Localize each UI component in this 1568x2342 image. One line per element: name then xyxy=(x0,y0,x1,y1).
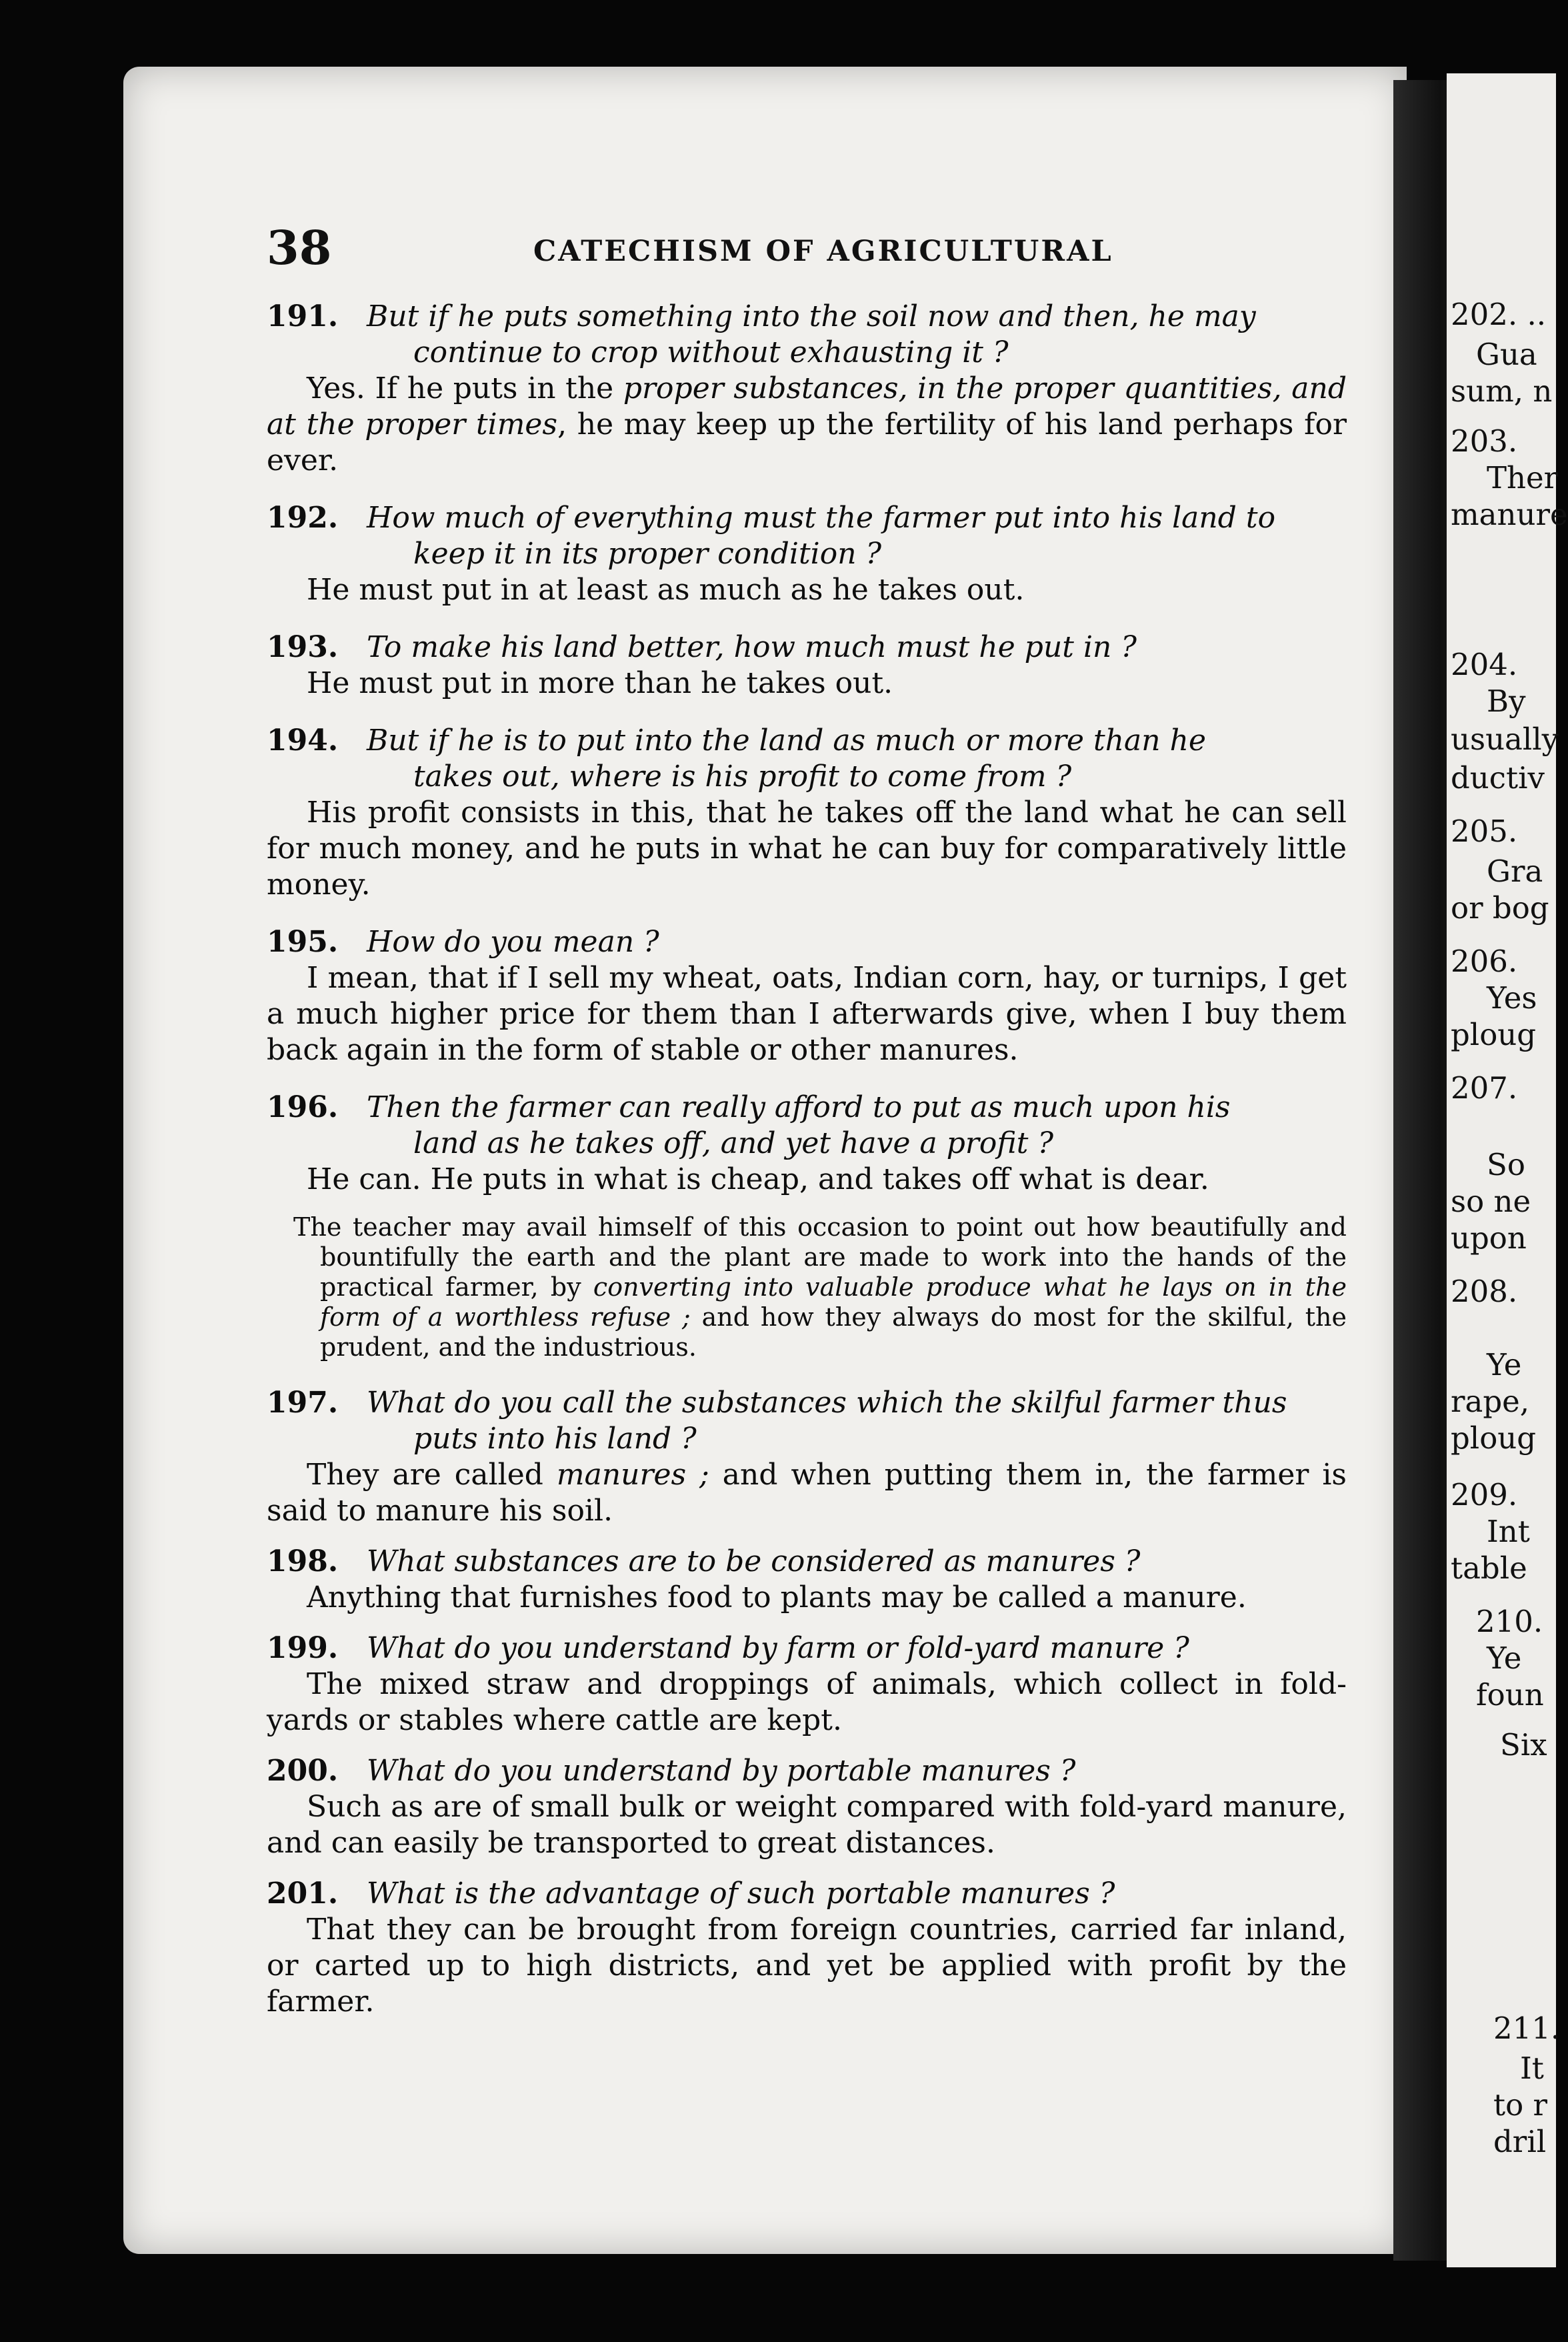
next-line: Gra xyxy=(1487,854,1543,889)
question-line: land as he takes off, and yet have a profit ? xyxy=(413,1126,1054,1160)
qa-192 xyxy=(267,500,1347,608)
answer-part: Yes. If he puts in the xyxy=(307,371,623,405)
question-text xyxy=(367,723,1347,795)
question-line: continue to crop without exhausting it ? xyxy=(413,335,1009,369)
question-number: 192. xyxy=(267,501,339,535)
question-number: 193. xyxy=(267,630,339,664)
note-emphasis: converting into valuable produce what he lays on in the form of a worthless refuse ; xyxy=(320,1272,1347,1332)
question xyxy=(267,1753,1347,1789)
next-line: 209. xyxy=(1451,1477,1518,1512)
answer-text: Anything that furnishes food to plants may be called a manure. xyxy=(307,1580,1247,1614)
question xyxy=(267,630,1347,666)
next-line: ductiv xyxy=(1451,760,1545,796)
next-line: Six xyxy=(1500,1727,1547,1763)
answer-text: He must put in at least as much as he takes out. xyxy=(307,573,1025,607)
teacher-note xyxy=(267,1212,1347,1362)
question-number: 199. xyxy=(267,1631,339,1665)
answer-text: He must put in more than he takes out. xyxy=(307,666,893,700)
next-line: rape, xyxy=(1451,1384,1530,1419)
question xyxy=(267,1090,1347,1162)
next-line: 206. xyxy=(1451,944,1518,979)
question-text: What is the advantage of such portable manures ? xyxy=(367,1877,1115,1911)
question xyxy=(267,924,1347,960)
next-line: table xyxy=(1451,1550,1527,1586)
question-line: But if he puts something into the soil now and then, he may xyxy=(367,299,1256,333)
question-number: 191. xyxy=(267,299,339,333)
answer-text: Such as are of small bulk or weight compared with fold-yard manure, and can easily be transported to great distances. xyxy=(267,1790,1347,1860)
question-number: 198. xyxy=(267,1544,339,1578)
question-line: How much of everything must the farmer put into his land to xyxy=(367,501,1276,535)
qa-195 xyxy=(267,924,1347,1068)
next-line: usually xyxy=(1451,722,1559,757)
question-text: What do you understand by portable manures ? xyxy=(367,1754,1076,1788)
answer-text: That they can be brought from foreign countries, carried far inland, or carted up to high districts, and yet be applied with profit by the farmer. xyxy=(267,1913,1347,2019)
answer-text: I mean, that if I sell my wheat, oats, Indian corn, hay, or turnips, I get a much higher price for them than I afterwards give, when I buy them back again in the form of stable or other manures. xyxy=(267,961,1347,1067)
question xyxy=(267,1544,1347,1580)
next-line: By xyxy=(1487,684,1526,719)
answer-text: The mixed straw and droppings of animals, which collect in fold-yards or stables where cattle are kept. xyxy=(267,1667,1347,1737)
qa-197 xyxy=(267,1385,1347,1529)
page-body xyxy=(267,299,1347,2035)
page-header xyxy=(267,220,1367,273)
next-line: Ther xyxy=(1487,460,1559,495)
next-line: sum, n xyxy=(1451,373,1553,409)
qa-200 xyxy=(267,1753,1347,1861)
answer-emphasis: manures ; xyxy=(556,1458,709,1492)
next-line: to r xyxy=(1493,2087,1547,2123)
next-line: ploug xyxy=(1451,1017,1537,1052)
page-number: 38 xyxy=(267,220,332,275)
question-number: 195. xyxy=(267,925,339,959)
question-number: 196. xyxy=(267,1090,339,1124)
next-line: ploug xyxy=(1451,1420,1537,1456)
note-part: The teacher may avail himself of this occasion to point out how beautifully and bountifully the earth and the plant are made to work into the hands of the practical farmer, by xyxy=(293,1212,1347,1302)
next-line: 210. xyxy=(1476,1604,1543,1639)
answer-text xyxy=(267,1457,1347,1529)
next-line: 211. xyxy=(1493,2011,1561,2046)
next-line: 202. .. xyxy=(1451,297,1547,332)
answer-text: His profit consists in this, that he takes off the land what he can sell for much money, and he puts in what he can buy for comparatively little money. xyxy=(267,796,1347,902)
next-page-fragment xyxy=(1447,73,1568,2267)
question xyxy=(267,1385,1347,1457)
qa-194 xyxy=(267,723,1347,903)
answer-emphasis: proper substances, in the proper quantities, and at the proper times xyxy=(267,371,1347,441)
next-line: 203. xyxy=(1451,423,1518,459)
question-number: 197. xyxy=(267,1386,339,1420)
next-line: Gua xyxy=(1476,337,1537,372)
question-text: What substances are to be considered as manures ? xyxy=(367,1544,1141,1578)
question xyxy=(267,1876,1347,1912)
question-text xyxy=(367,1385,1347,1457)
question xyxy=(267,299,1347,371)
qa-199 xyxy=(267,1630,1347,1738)
question-number: 201. xyxy=(267,1877,339,1911)
next-line: 208. xyxy=(1451,1274,1518,1309)
answer-text xyxy=(267,371,1347,479)
question-text xyxy=(367,500,1347,572)
question-line: puts into his land ? xyxy=(413,1422,697,1456)
qa-196 xyxy=(267,1090,1347,1198)
question-text xyxy=(367,299,1347,371)
qa-198 xyxy=(267,1544,1347,1616)
question-number: 200. xyxy=(267,1754,339,1788)
next-line: Yes xyxy=(1487,980,1537,1016)
answer-part: They are called xyxy=(307,1458,557,1492)
qa-193 xyxy=(267,630,1347,702)
next-line: manure xyxy=(1451,497,1568,532)
next-line: Int xyxy=(1487,1514,1530,1549)
question-line: What do you call the substances which the skilful farmer thus xyxy=(367,1386,1287,1420)
next-line: Ye xyxy=(1487,1640,1522,1676)
question-text: To make his land better, how much must he put in ? xyxy=(367,630,1137,664)
note-part: and how they always do most for the skilful, the prudent, and the industrious. xyxy=(320,1302,1347,1362)
next-line: 207. xyxy=(1451,1070,1518,1106)
answer-text: He can. He puts in what is cheap, and takes off what is dear. xyxy=(307,1162,1209,1196)
question-line: Then the farmer can really afford to put as much upon his xyxy=(367,1090,1231,1124)
question-line: keep it in its proper condition ? xyxy=(413,537,882,571)
question-text: What do you understand by farm or fold-yard manure ? xyxy=(367,1631,1189,1665)
qa-191 xyxy=(267,299,1347,479)
next-line: or bog xyxy=(1451,890,1549,926)
next-line: upon xyxy=(1451,1220,1527,1256)
next-line: So xyxy=(1487,1147,1525,1182)
next-line: Ye xyxy=(1487,1347,1522,1382)
answer-part: and when putting them in, the farmer is said to manure his soil. xyxy=(267,1458,1347,1528)
question-text xyxy=(367,1090,1347,1162)
next-line: dril xyxy=(1493,2124,1547,2159)
next-line: 204. xyxy=(1451,647,1518,682)
question xyxy=(267,1630,1347,1666)
question-text: How do you mean ? xyxy=(367,925,659,959)
next-line: 205. xyxy=(1451,814,1518,849)
next-line: foun xyxy=(1476,1677,1544,1712)
question xyxy=(267,500,1347,572)
running-title: CATECHISM OF AGRICULTURAL xyxy=(533,235,1113,268)
question-line: But if he is to put into the land as much or more than he xyxy=(367,724,1206,758)
answer-part: , he may keep up the fertility of his land perhaps for ever. xyxy=(267,407,1347,477)
question-number: 194. xyxy=(267,724,339,758)
next-line: so ne xyxy=(1451,1184,1531,1219)
question-line: takes out, where is his profit to come from ? xyxy=(413,760,1072,794)
next-line: It xyxy=(1520,2051,1544,2086)
question xyxy=(267,723,1347,795)
qa-201 xyxy=(267,1876,1347,2020)
